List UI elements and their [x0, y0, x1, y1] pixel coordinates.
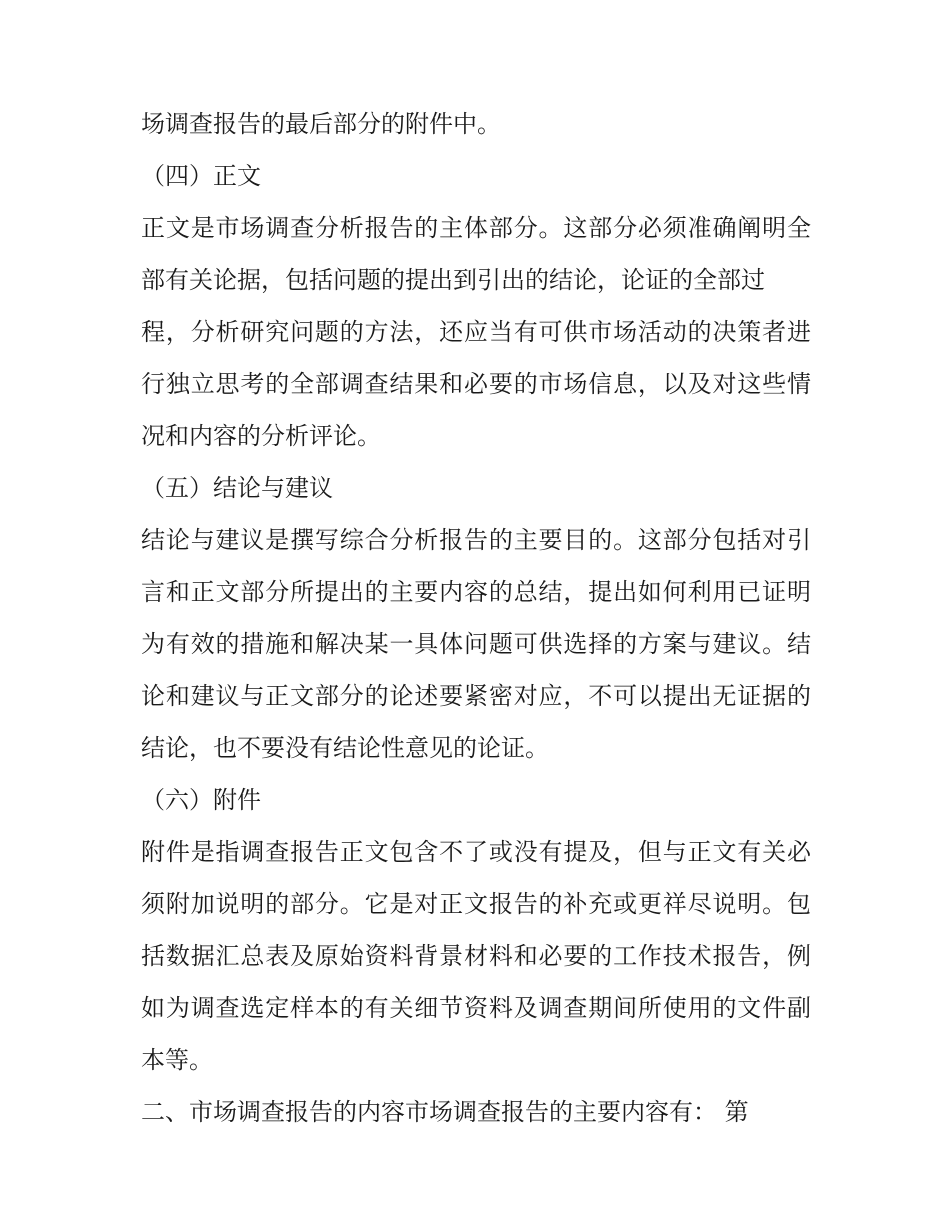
- paragraph-line: 行独立思考的全部调查结果和必要的市场信息，以及对这些情: [141, 370, 811, 398]
- paragraph-line: 结论与建议是撰写综合分析报告的主要目的。这部分包括对引: [141, 526, 811, 554]
- paragraph-line: 如为调查选定样本的有关细节资料及调查期间所使用的文件副: [141, 994, 811, 1022]
- paragraph-line: 为有效的措施和解决某一具体问题可供选择的方案与建议。结: [141, 630, 811, 658]
- section-heading-body: （四）正文: [141, 162, 261, 190]
- paragraph-line: 须附加说明的部分。它是对正文报告的补充或更祥尽说明。包: [141, 890, 811, 918]
- paragraph-line: 况和内容的分析评论。: [141, 422, 381, 450]
- paragraph-line: 附件是指调查报告正文包含不了或没有提及，但与正文有关必: [141, 838, 811, 866]
- section-heading-content: 二、市场调查报告的内容市场调查报告的主要内容有： 第: [141, 1098, 749, 1126]
- text-line-continuation: 场调查报告的最后部分的附件中。: [141, 110, 501, 138]
- section-heading-appendix: （六）附件: [141, 786, 261, 814]
- paragraph-line: 结论，也不要没有结论性意见的论证。: [141, 734, 549, 762]
- paragraph-line: 部有关论据，包括问题的提出到引出的结论，论证的全部过: [141, 266, 765, 294]
- paragraph-line: 言和正文部分所提出的主要内容的总结，提出如何利用已证明: [141, 578, 811, 606]
- section-heading-conclusion: （五）结论与建议: [141, 474, 333, 502]
- paragraph-line: 正文是市场调查分析报告的主体部分。这部分必须准确阐明全: [141, 214, 811, 242]
- paragraph-line: 程，分析研究问题的方法，还应当有可供市场活动的决策者进: [141, 318, 811, 346]
- paragraph-line: 论和建议与正文部分的论述要紧密对应，不可以提出无证据的: [141, 682, 811, 710]
- paragraph-line: 本等。: [141, 1046, 213, 1074]
- paragraph-line: 括数据汇总表及原始资料背景材料和必要的工作技术报告，例: [141, 942, 811, 970]
